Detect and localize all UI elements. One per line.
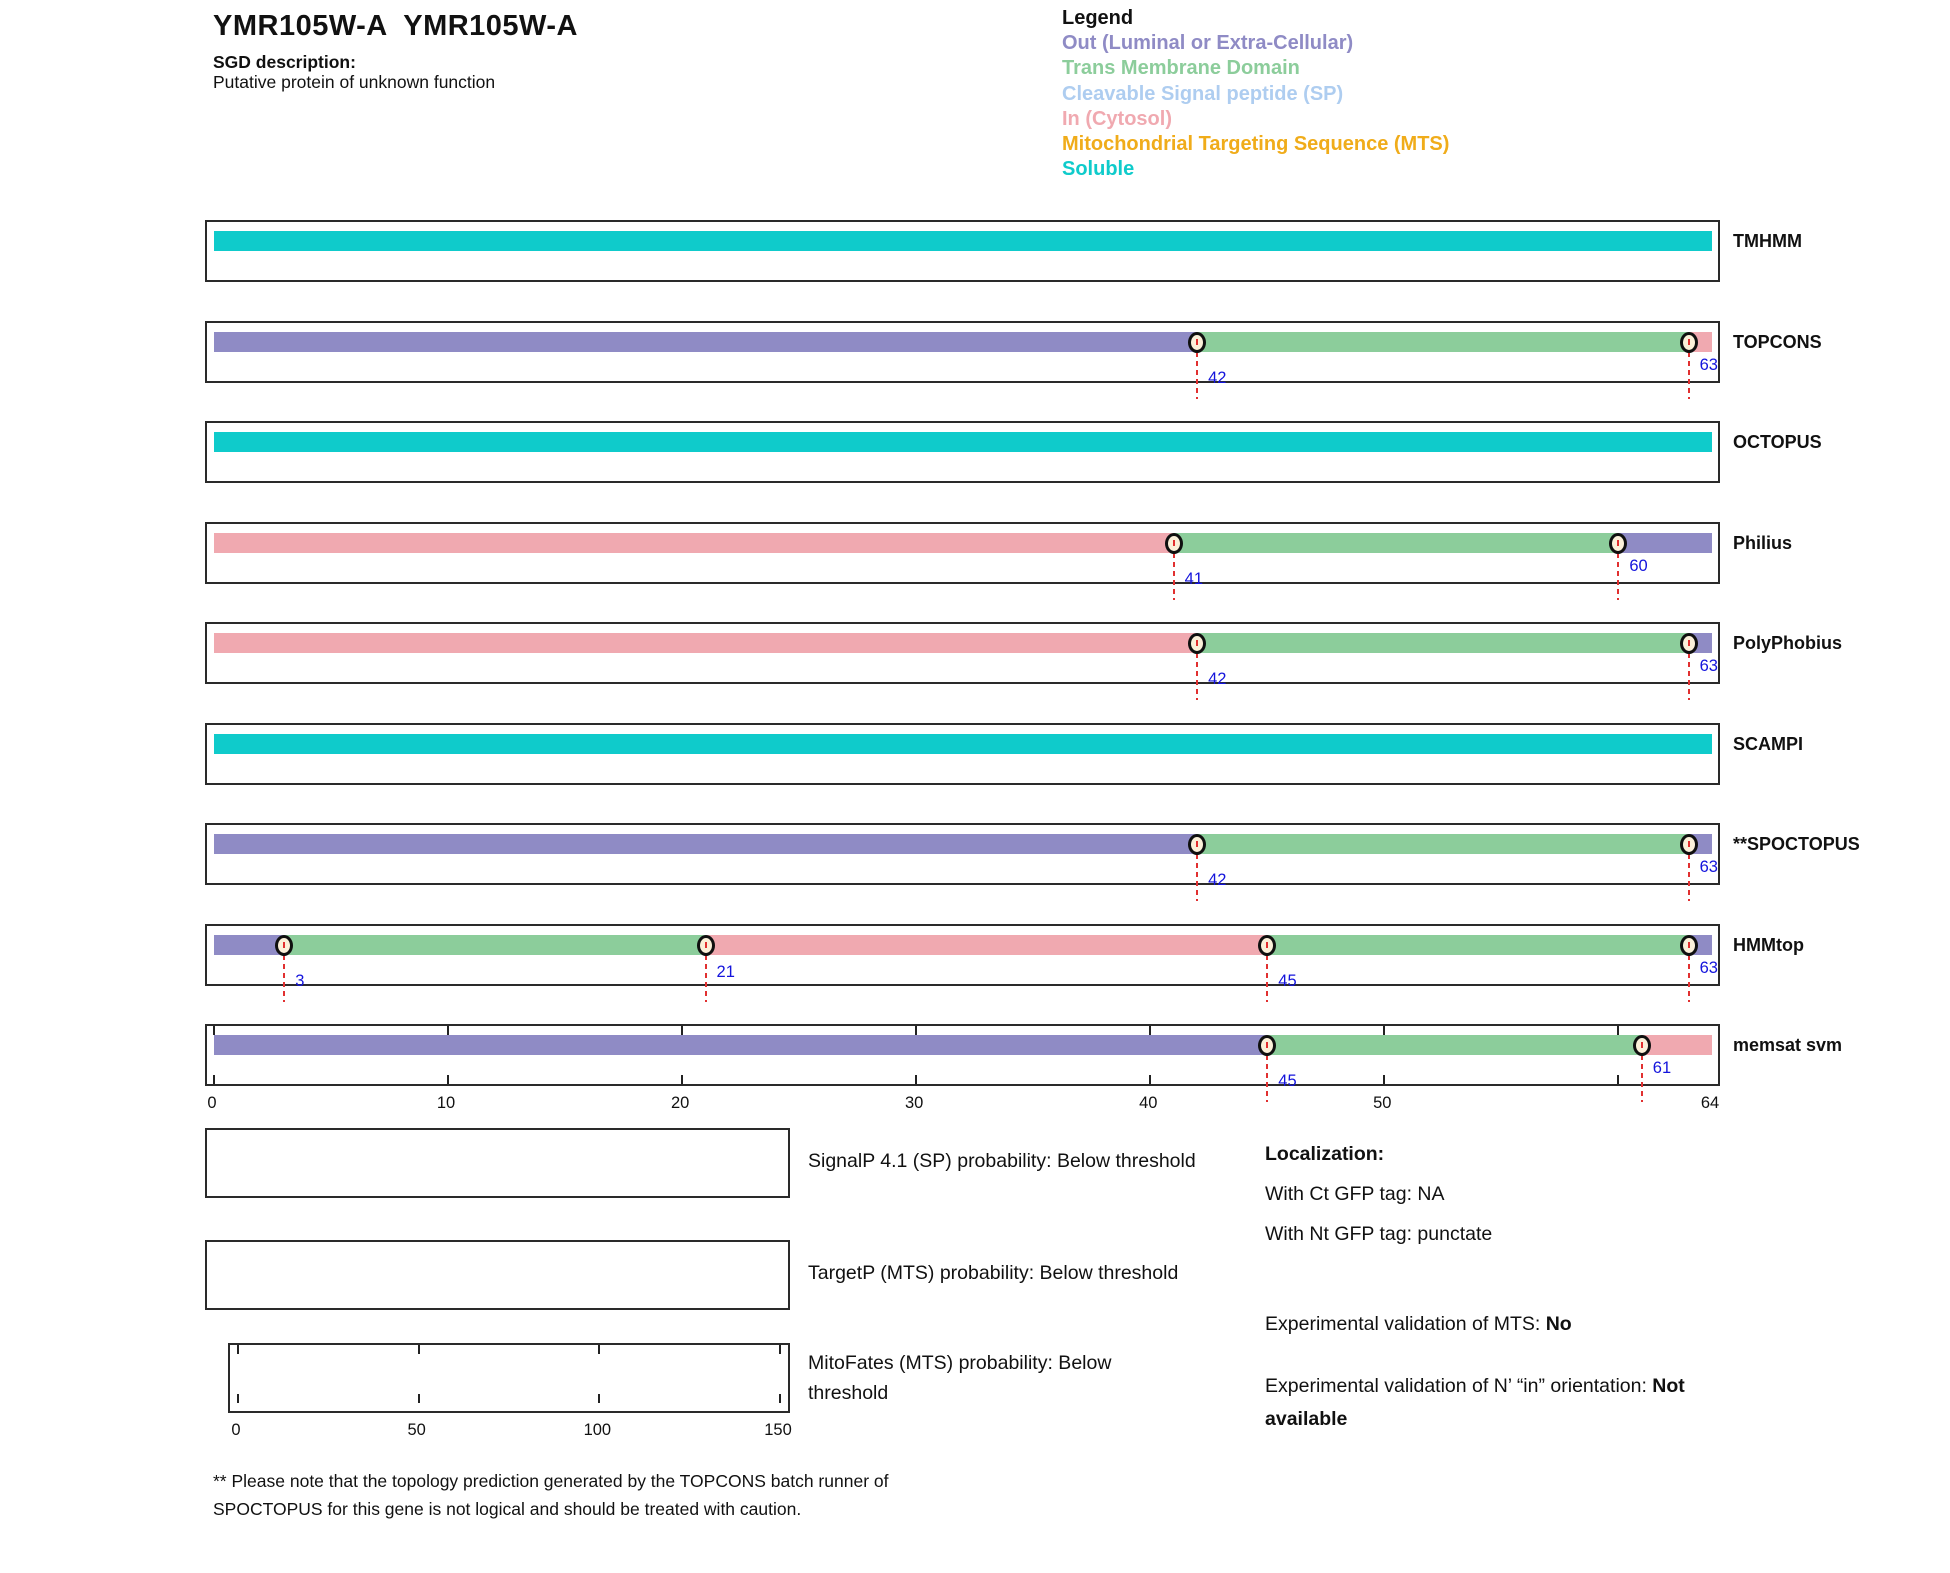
residue-axis-tick-label: 10 xyxy=(436,1094,456,1112)
boundary-marker-dash xyxy=(1196,841,1198,847)
ruler-tick xyxy=(447,1075,449,1084)
segment-out xyxy=(214,332,1197,352)
signalp-label: SignalP 4.1 (SP) probability: Below threshold xyxy=(808,1150,1196,1172)
boundary-marker-dash xyxy=(1196,640,1198,646)
mitofates-tick xyxy=(418,1345,420,1354)
localization-ct-gfp: With Ct GFP tag: NA xyxy=(1265,1183,1445,1205)
boundary-position-label: 42 xyxy=(1208,871,1227,889)
sgd-description-text: Putative protein of unknown function xyxy=(213,72,496,92)
sgd-description-heading: SGD description: xyxy=(213,52,356,72)
boundary-marker-dash xyxy=(1688,841,1690,847)
mitofates-plot xyxy=(228,1343,790,1413)
segment-tm xyxy=(1197,633,1689,653)
page-title: YMR105W-A YMR105W-A xyxy=(213,10,578,42)
track-label-spoctopus: **SPOCTOPUS xyxy=(1733,834,1860,854)
mitofates-axis-tick-label: 0 xyxy=(231,1421,241,1439)
segment-tm xyxy=(1267,935,1688,955)
segment-tm xyxy=(1267,1035,1642,1055)
legend-title: Legend xyxy=(1062,7,1134,29)
legend-item-tm: Trans Membrane Domain xyxy=(1062,57,1300,80)
ruler-tick xyxy=(681,1075,683,1084)
mitofates-tick xyxy=(598,1394,600,1403)
residue-axis-tick-label: 0 xyxy=(207,1094,217,1112)
segment-out xyxy=(214,834,1197,854)
track-label-scampi: SCAMPI xyxy=(1733,734,1804,754)
boundary-marker-dash xyxy=(1173,540,1175,546)
segment-tm xyxy=(1174,533,1619,553)
segment-tm xyxy=(1197,834,1689,854)
footnote: ** Please note that the topology prediction generated by the TOPCONS batch runner of SPOCTOPUS for this gene is not logical and should be treated with caution. xyxy=(213,1471,889,1519)
segment-in xyxy=(214,633,1197,653)
ruler-tick xyxy=(1149,1026,1151,1035)
track-label-polyphobius: PolyPhobius xyxy=(1733,633,1843,653)
ruler-tick xyxy=(1617,1026,1619,1035)
residue-axis-tick-label: 30 xyxy=(905,1094,924,1112)
ruler-tick xyxy=(915,1075,917,1084)
mitofates-tick xyxy=(418,1394,420,1403)
boundary-position-label: 60 xyxy=(1629,557,1648,575)
boundary-position-label: 61 xyxy=(1652,1059,1672,1077)
boundary-marker-dash xyxy=(1688,942,1690,948)
track-label-hmmtop: HMMtop xyxy=(1733,935,1804,955)
track-label-octopus: OCTOPUS xyxy=(1733,432,1822,452)
boundary-marker-dash xyxy=(1617,540,1619,546)
track-label-memsatsvm: memsat svm xyxy=(1733,1035,1843,1055)
boundary-position-label: 63 xyxy=(1699,858,1718,876)
track-box-scampi xyxy=(205,723,1720,785)
mitofates-axis-tick-label: 50 xyxy=(407,1421,426,1439)
track-box-spoctopus xyxy=(205,823,1720,889)
signalp-plot xyxy=(205,1128,790,1198)
segment-soluble xyxy=(214,734,1712,754)
residue-axis-tick-label: 64 xyxy=(1700,1094,1720,1112)
segment-out xyxy=(214,1035,1267,1055)
track-box-hmmtop xyxy=(205,924,1720,990)
residue-axis-tick-label: 50 xyxy=(1373,1094,1392,1112)
mts-validation-label: Experimental validation of MTS: xyxy=(1265,1313,1546,1335)
mitofates-tick xyxy=(237,1394,239,1403)
track-box-polyphobius xyxy=(205,622,1720,688)
orientation-validation-value: Not available xyxy=(1265,1375,1685,1430)
track-box-octopus xyxy=(205,421,1720,483)
boundary-position-label: 63 xyxy=(1699,356,1718,374)
mitofates-axis-tick-label: 150 xyxy=(764,1421,792,1439)
residue-axis-tick-label: 40 xyxy=(1139,1094,1158,1112)
segment-in xyxy=(706,935,1268,955)
mts-validation-value: No xyxy=(1545,1313,1572,1335)
legend-item-sp: Cleavable Signal peptide (SP) xyxy=(1062,82,1344,105)
mitofates-label: MitoFates (MTS) probability: Below threshold xyxy=(808,1352,1112,1404)
legend-item-out: Out (Luminal or Extra-Cellular) xyxy=(1062,32,1354,54)
segment-tm xyxy=(1197,332,1689,352)
ruler-tick xyxy=(915,1026,917,1035)
boundary-marker-dash xyxy=(1688,640,1690,646)
legend xyxy=(1062,6,1449,183)
track-box-tmhmm xyxy=(205,220,1720,282)
ruler-tick xyxy=(681,1026,683,1035)
ruler-tick xyxy=(213,1075,215,1084)
boundary-marker-dash xyxy=(1266,942,1268,948)
segment-tm xyxy=(284,935,705,955)
ruler-tick xyxy=(1383,1075,1385,1084)
boundary-position-label: 45 xyxy=(1278,1072,1297,1090)
legend-item-soluble: Soluble xyxy=(1062,158,1135,181)
localization-nt-gfp: With Nt GFP tag: punctate xyxy=(1265,1223,1493,1245)
legend-item-in: In (Cytosol) xyxy=(1062,107,1172,130)
boundary-position-label: 63 xyxy=(1699,657,1718,675)
boundary-position-label: 42 xyxy=(1208,670,1227,688)
ruler-tick xyxy=(447,1026,449,1035)
boundary-position-label: 21 xyxy=(716,963,735,981)
legend-items xyxy=(1062,31,1449,183)
orientation-validation xyxy=(1265,1370,1765,1436)
track-label-tmhmm: TMHMM xyxy=(1733,231,1802,251)
ruler-tick xyxy=(1383,1026,1385,1035)
mitofates-tick xyxy=(779,1394,781,1403)
track-label-philius: Philius xyxy=(1733,533,1793,553)
orientation-validation-label: Experimental validation of N’ “in” orientation: xyxy=(1265,1375,1653,1397)
boundary-marker-dash xyxy=(283,942,285,948)
track-box-philius xyxy=(205,522,1720,588)
mitofates-tick xyxy=(598,1345,600,1354)
localization-heading: Localization: xyxy=(1265,1143,1385,1165)
segment-out xyxy=(214,935,284,955)
segment-soluble xyxy=(214,231,1712,251)
segment-in xyxy=(214,533,1174,553)
boundary-marker-dash xyxy=(1688,339,1690,345)
residue-axis-tick-label: 20 xyxy=(670,1094,690,1112)
ruler-tick xyxy=(213,1026,215,1035)
mitofates-tick xyxy=(237,1345,239,1354)
boundary-position-label: 42 xyxy=(1208,369,1227,387)
boundary-position-label: 45 xyxy=(1278,972,1297,990)
boundary-marker-dash xyxy=(705,942,707,948)
segment-out xyxy=(1618,533,1712,553)
targetp-label: TargetP (MTS) probability: Below threshold xyxy=(808,1262,1179,1284)
track-label-topcons: TOPCONS xyxy=(1733,332,1822,352)
ruler-tick xyxy=(1149,1075,1151,1084)
segment-soluble xyxy=(214,432,1712,452)
targetp-plot xyxy=(205,1240,790,1310)
boundary-marker-dash xyxy=(1641,1042,1643,1048)
mts-validation xyxy=(1265,1313,1572,1336)
boundary-marker-dash xyxy=(1196,339,1198,345)
boundary-position-label: 3 xyxy=(295,972,305,990)
legend-item-mts: Mitochondrial Targeting Sequence (MTS) xyxy=(1062,133,1450,156)
track-box-topcons xyxy=(205,321,1720,387)
boundary-position-label: 63 xyxy=(1699,959,1718,977)
segment-in xyxy=(1642,1035,1712,1055)
boundary-marker-dash xyxy=(1266,1042,1268,1048)
track-box-memsatsvm xyxy=(205,1024,1720,1090)
ruler-tick xyxy=(1617,1075,1619,1084)
mitofates-axis-tick-label: 100 xyxy=(583,1421,612,1439)
mitofates-tick xyxy=(779,1345,781,1354)
boundary-position-label: 41 xyxy=(1184,570,1204,588)
